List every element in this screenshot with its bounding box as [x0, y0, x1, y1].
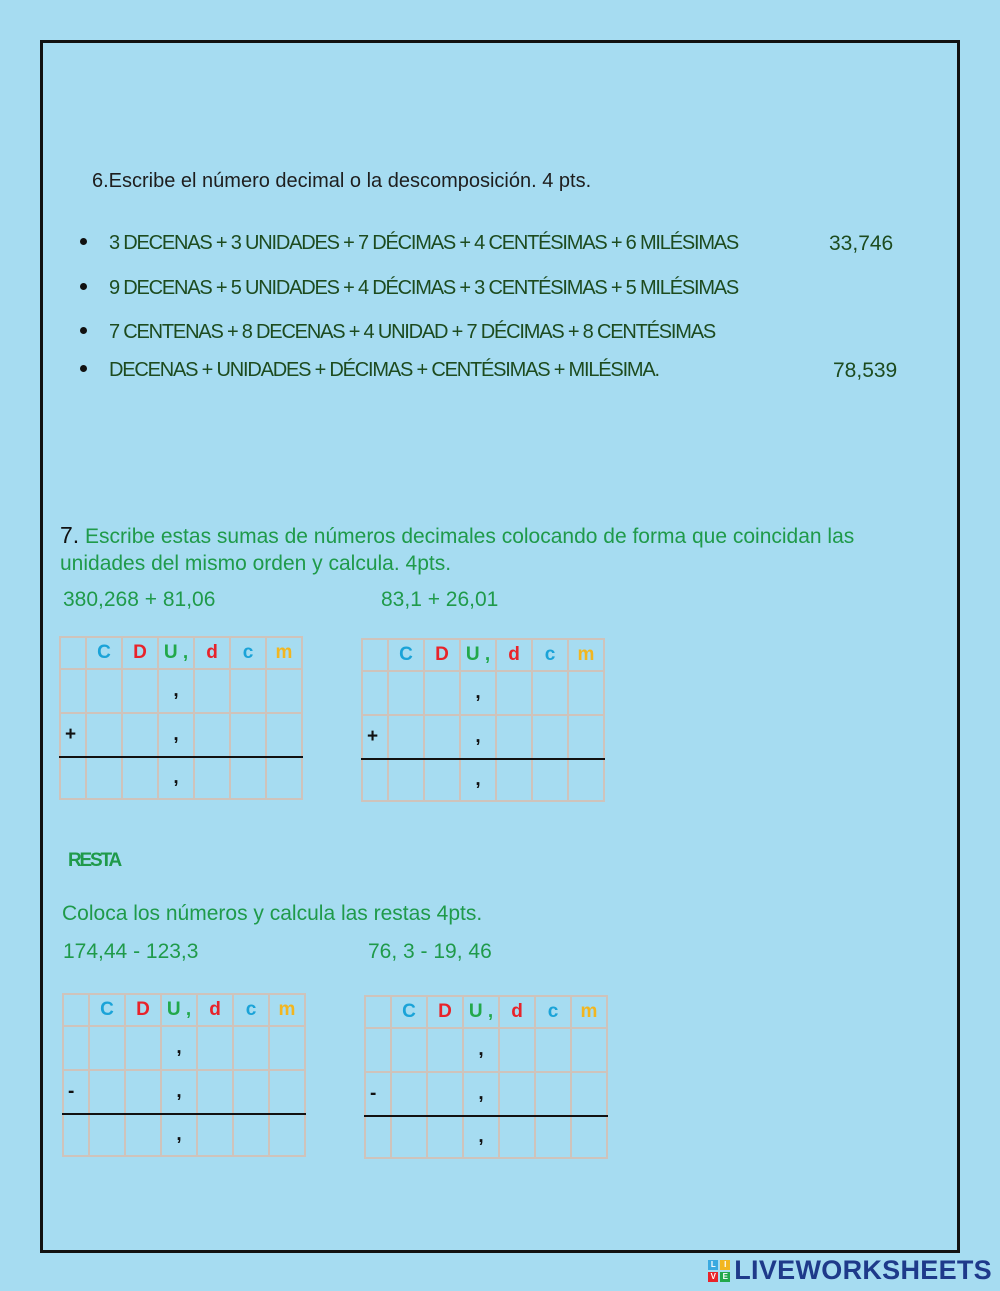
header-C: C: [89, 994, 125, 1026]
q6-item-1: [80, 232, 738, 255]
grid-cell[interactable]: [427, 1028, 463, 1072]
plus-sign: +: [60, 713, 86, 757]
sum-expression-1: 380,268 + 81,06: [63, 588, 216, 611]
grid-cell[interactable]: [122, 757, 158, 799]
grid-cell[interactable]: [496, 715, 532, 759]
grid-cell[interactable]: [532, 715, 568, 759]
header-c: c: [535, 996, 571, 1028]
grid-cell[interactable]: [233, 1114, 269, 1156]
grid-cell[interactable]: [197, 1026, 233, 1070]
grid-cell[interactable]: [269, 1026, 305, 1070]
grid-cell[interactable]: ,: [463, 1072, 499, 1116]
bullet-icon: [80, 327, 87, 334]
grid-cell[interactable]: [197, 1070, 233, 1114]
grid-cell[interactable]: [194, 669, 230, 713]
minus-sign: -: [365, 1072, 391, 1116]
grid-cell: [63, 1026, 89, 1070]
grid-cell[interactable]: [233, 1026, 269, 1070]
header-D: D: [125, 994, 161, 1026]
grid-cell: [362, 759, 388, 801]
grid-cell[interactable]: [535, 1072, 571, 1116]
sum-grid-1: [59, 636, 303, 800]
logo-square: I: [720, 1260, 730, 1270]
grid-cell[interactable]: ,: [158, 713, 194, 757]
grid-cell[interactable]: ,: [158, 669, 194, 713]
grid-cell[interactable]: ,: [460, 759, 496, 801]
grid-cell[interactable]: [125, 1070, 161, 1114]
q6-item-4-answer: 78,539: [833, 359, 898, 382]
q7-number: 7.: [60, 522, 80, 548]
grid-cell[interactable]: [424, 759, 460, 801]
grid-cell[interactable]: [122, 713, 158, 757]
header-D: D: [122, 637, 158, 669]
grid-cell[interactable]: [230, 713, 266, 757]
grid-cell: [63, 1114, 89, 1156]
header-C: C: [388, 639, 424, 671]
grid-cell[interactable]: [269, 1070, 305, 1114]
grid-cell[interactable]: [230, 669, 266, 713]
q6-item-text: 7 CENTENAS + 8 DECENAS + 4 UNIDAD + 7 DÉCIMAS + 8 CENTÉSIMAS: [109, 321, 715, 343]
grid-cell[interactable]: [89, 1070, 125, 1114]
grid-cell[interactable]: [391, 1116, 427, 1158]
grid-cell[interactable]: [496, 671, 532, 715]
q6-item-text: DECENAS + UNIDADES + DÉCIMAS + CENTÉSIMAS + MILÉSIMA.: [109, 359, 659, 381]
q6-item-2: [80, 277, 738, 300]
subtraction-grid-2: [364, 995, 608, 1159]
grid-cell[interactable]: [391, 1072, 427, 1116]
grid-cell[interactable]: ,: [460, 671, 496, 715]
q6-title: 6.Escribe el número decimal o la descomposición. 4 pts.: [92, 170, 592, 192]
grid-cell[interactable]: [266, 669, 302, 713]
grid-cell: [365, 1116, 391, 1158]
grid-corner: [60, 637, 86, 669]
q6-item-4: [80, 359, 659, 382]
subtraction-expression-2: 76, 3 - 19, 46: [368, 940, 492, 963]
header-c: c: [230, 637, 266, 669]
header-d: d: [197, 994, 233, 1026]
logo-square: V: [708, 1272, 718, 1282]
grid-corner: [63, 994, 89, 1026]
grid-cell[interactable]: [266, 713, 302, 757]
grid-cell[interactable]: [499, 1116, 535, 1158]
header-C: C: [86, 637, 122, 669]
grid-cell[interactable]: [194, 713, 230, 757]
subtraction-expression-1: 174,44 - 123,3: [63, 940, 199, 963]
header-U: U ,: [158, 637, 194, 669]
grid-cell[interactable]: [535, 1028, 571, 1072]
grid-cell: [365, 1028, 391, 1072]
q6-item-text: 3 DECENAS + 3 UNIDADES + 7 DÉCIMAS + 4 CENTÉSIMAS + 6 MILÉSIMAS: [109, 232, 739, 254]
grid-corner: [362, 639, 388, 671]
grid-cell[interactable]: ,: [460, 715, 496, 759]
sum-expression-2: 83,1 + 26,01: [381, 588, 499, 611]
liveworksheets-logo: [708, 1255, 992, 1286]
bullet-icon: [80, 283, 87, 290]
header-c: c: [233, 994, 269, 1026]
plus-sign: +: [362, 715, 388, 759]
grid-cell[interactable]: [89, 1026, 125, 1070]
logo-square: E: [720, 1272, 730, 1282]
grid-cell: [362, 671, 388, 715]
q6-item-text: 9 DECENAS + 5 UNIDADES + 4 DÉCIMAS + 3 CENTÉSIMAS + 5 MILÉSIMAS: [109, 277, 739, 299]
header-c: c: [532, 639, 568, 671]
grid-cell: [60, 669, 86, 713]
grid-cell[interactable]: ,: [161, 1070, 197, 1114]
header-U: U ,: [161, 994, 197, 1026]
q7-instruction: [60, 522, 940, 577]
grid-cell[interactable]: [427, 1072, 463, 1116]
grid-cell[interactable]: [568, 759, 604, 801]
grid-cell[interactable]: [86, 757, 122, 799]
bullet-icon: [80, 238, 87, 245]
grid-cell[interactable]: [499, 1072, 535, 1116]
resta-heading: RESTA: [68, 850, 120, 871]
grid-cell[interactable]: [499, 1028, 535, 1072]
grid-cell[interactable]: [388, 759, 424, 801]
bullet-icon: [80, 365, 87, 372]
q7-text: Escribe estas sumas de números decimales colocando de forma que coincidan las unidades del mismo orden y calcula. 4pts.: [60, 525, 855, 575]
grid-cell[interactable]: [266, 757, 302, 799]
header-D: D: [427, 996, 463, 1028]
header-d: d: [194, 637, 230, 669]
minus-sign: -: [63, 1070, 89, 1114]
header-d: d: [499, 996, 535, 1028]
grid-cell[interactable]: [571, 1116, 607, 1158]
grid-cell[interactable]: [388, 715, 424, 759]
grid-cell[interactable]: [122, 669, 158, 713]
grid-cell[interactable]: ,: [463, 1028, 499, 1072]
grid-cell[interactable]: [391, 1028, 427, 1072]
grid-cell[interactable]: [230, 757, 266, 799]
brand-name: LIVEWORKSHEETS: [734, 1255, 992, 1285]
grid-cell[interactable]: [496, 759, 532, 801]
header-m: m: [269, 994, 305, 1026]
grid-cell[interactable]: ,: [161, 1026, 197, 1070]
header-D: D: [424, 639, 460, 671]
grid-cell[interactable]: [125, 1026, 161, 1070]
grid-cell[interactable]: [535, 1116, 571, 1158]
grid-cell[interactable]: ,: [463, 1116, 499, 1158]
grid-cell[interactable]: ,: [161, 1114, 197, 1156]
grid-cell[interactable]: [568, 671, 604, 715]
grid-cell[interactable]: ,: [158, 757, 194, 799]
grid-cell[interactable]: [197, 1114, 233, 1156]
grid-cell[interactable]: [233, 1070, 269, 1114]
header-m: m: [266, 637, 302, 669]
grid-cell[interactable]: [571, 1072, 607, 1116]
header-U: U ,: [463, 996, 499, 1028]
logo-square: L: [708, 1260, 718, 1270]
grid-cell[interactable]: [424, 671, 460, 715]
liveworksheets-logo-icon: [708, 1260, 730, 1282]
grid-corner: [365, 996, 391, 1028]
resta-instruction: Coloca los números y calcula las restas 4pts.: [62, 902, 483, 925]
header-m: m: [571, 996, 607, 1028]
sum-grid-2: [361, 638, 605, 802]
grid-cell[interactable]: [568, 715, 604, 759]
grid-cell[interactable]: [86, 713, 122, 757]
grid-cell[interactable]: [571, 1028, 607, 1072]
grid-cell: [60, 757, 86, 799]
header-C: C: [391, 996, 427, 1028]
grid-cell[interactable]: [125, 1114, 161, 1156]
grid-cell[interactable]: [388, 671, 424, 715]
grid-cell[interactable]: [532, 671, 568, 715]
grid-cell[interactable]: [86, 669, 122, 713]
grid-cell[interactable]: [532, 759, 568, 801]
grid-cell[interactable]: [424, 715, 460, 759]
q6-item-3: [80, 321, 715, 344]
header-d: d: [496, 639, 532, 671]
header-m: m: [568, 639, 604, 671]
grid-cell[interactable]: [269, 1114, 305, 1156]
subtraction-grid-1: [62, 993, 306, 1157]
grid-cell[interactable]: [427, 1116, 463, 1158]
q6-item-1-answer[interactable]: 33,746: [829, 232, 894, 255]
header-U: U ,: [460, 639, 496, 671]
grid-cell[interactable]: [194, 757, 230, 799]
grid-cell[interactable]: [89, 1114, 125, 1156]
